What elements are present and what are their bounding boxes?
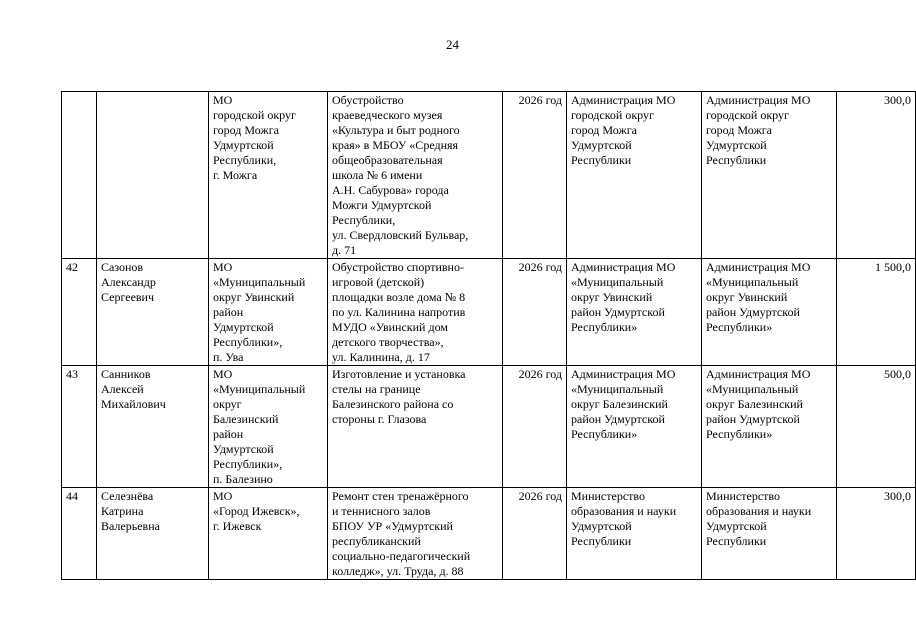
recipient-cell: Администрация МО «Муниципальный округ Увинский район Удмуртской Республики»: [702, 259, 837, 366]
year-cell: 2026 год: [503, 366, 567, 488]
table-row: [62, 92, 916, 259]
recipient-cell: Министерство образования и науки Удмуртской Республики: [702, 488, 837, 580]
row-number-cell: [62, 92, 97, 259]
year-cell: 2026 год: [503, 488, 567, 580]
deputy-name-cell: Сазонов Александр Сергеевич: [97, 259, 209, 366]
year-cell: 2026 год: [503, 259, 567, 366]
amount-cell: 500,0: [837, 366, 916, 488]
year-cell: 2026 год: [503, 92, 567, 259]
description-cell: Изготовление и установка стелы на границе Балезинского района со стороны г. Глазова: [328, 366, 503, 488]
administrator-cell: Министерство образования и науки Удмуртской Республики: [567, 488, 702, 580]
row-number-cell: 44: [62, 488, 97, 580]
description-cell: Обустройство краеведческого музея «Культура и быт родного края» в МБОУ «Средняя общеобразовательная школа № 6 имени А.Н. Сабурова» города Можги Удмуртской Республики, ул. Свердловский Бульвар, д. 71: [328, 92, 503, 259]
projects-table: [61, 91, 916, 580]
description-cell: Обустройство спортивно- игровой (детской) площадки возле дома № 8 по ул. Калинина напротив МУДО «Увинский дом детского творчества», ул. Калинина, д. 17: [328, 259, 503, 366]
table-row: [62, 488, 916, 580]
recipient-cell: Администрация МО «Муниципальный округ Балезинский район Удмуртской Республики»: [702, 366, 837, 488]
municipality-cell: МО «Город Ижевск», г. Ижевск: [209, 488, 328, 580]
administrator-cell: Администрация МО «Муниципальный округ Балезинский район Удмуртской Республики»: [567, 366, 702, 488]
recipient-cell: Администрация МО городской округ город Можга Удмуртской Республики: [702, 92, 837, 259]
description-cell: Ремонт стен тренажёрного и теннисного залов БПОУ УР «Удмуртский республиканский социально-педагогический колледж», ул. Труда, д. 88: [328, 488, 503, 580]
row-number-cell: 42: [62, 259, 97, 366]
municipality-cell: МО городской округ город Можга Удмуртской Республики, г. Можга: [209, 92, 328, 259]
table-row: [62, 259, 916, 366]
row-number-cell: 43: [62, 366, 97, 488]
administrator-cell: Администрация МО городской округ город Можга Удмуртской Республики: [567, 92, 702, 259]
table-row: [62, 366, 916, 488]
municipality-cell: МО «Муниципальный округ Увинский район Удмуртской Республики», п. Ува: [209, 259, 328, 366]
amount-cell: 1 500,0: [837, 259, 916, 366]
administrator-cell: Администрация МО «Муниципальный округ Увинский район Удмуртской Республики»: [567, 259, 702, 366]
municipality-cell: МО «Муниципальный округ Балезинский район Удмуртской Республики», п. Балезино: [209, 366, 328, 488]
amount-cell: 300,0: [837, 488, 916, 580]
deputy-name-cell: [97, 92, 209, 259]
amount-cell: 300,0: [837, 92, 916, 259]
page-number: 24: [446, 37, 459, 52]
deputy-name-cell: Санников Алексей Михайлович: [97, 366, 209, 488]
deputy-name-cell: Селезнёва Катрина Валерьевна: [97, 488, 209, 580]
